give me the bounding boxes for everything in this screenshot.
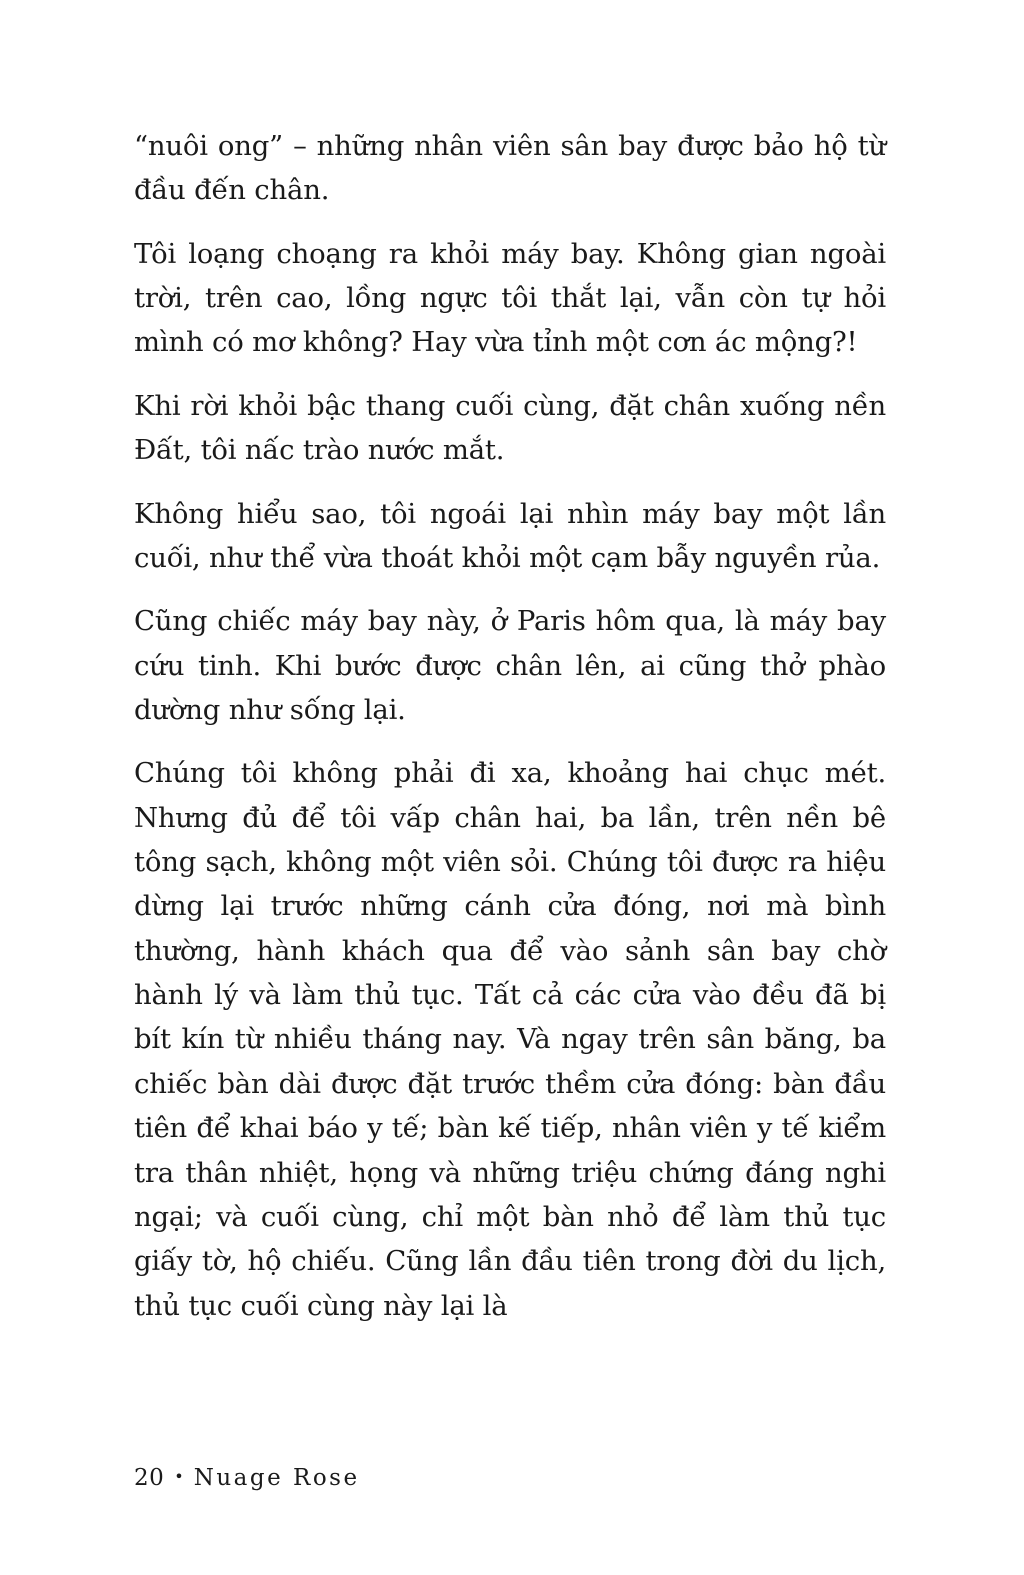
paragraph-4: Không hiểu sao, tôi ngoái lại nhìn máy bay một lần cuối, như thể vừa thoát khỏi một cạm bẫy nguyền rủa. (134, 497, 886, 574)
paragraph-2: Tôi loạng choạng ra khỏi máy bay. Không gian ngoài trời, trên cao, lồng ngực tôi thắt lại, vẫn còn tự hỏi mình có mơ không? Hay vừa tỉnh một cơn ác mộng?! (134, 237, 886, 359)
page-number: 20 (134, 1465, 165, 1491)
paragraph-1: “nuôi ong” – những nhân viên sân bay được bảo hộ từ đầu đến chân. (134, 130, 886, 207)
body-text (134, 124, 886, 1347)
footer-separator: • (174, 1467, 184, 1486)
page-footer (134, 1465, 360, 1491)
book-title: Nuage Rose (193, 1465, 360, 1491)
paragraph-6: Chúng tôi không phải đi xa, khoảng hai chục mét. Nhưng đủ để tôi vấp chân hai, ba lần, trên nền bê tông sạch, không một viên sỏi. Chúng tôi được ra hiệu dừng lại trước những cánh cửa đóng, nơi mà bình thường, hành khách qua để vào sảnh sân bay chờ hành lý và làm thủ tục. Tất cả các cửa vào đều đã bị bít kín từ nhiều tháng nay. Và ngay trên sân băng, ba chiếc bàn dài được đặt trước thềm cửa đóng: bàn đầu tiên để khai báo y tế; bàn kế tiếp, nhân viên y tế kiểm tra thân nhiệt, họng và những triệu chứng đáng nghi ngại; và cuối cùng, chỉ một bàn nhỏ để làm thủ tục giấy tờ, hộ chiếu. Cũng lần đầu tiên trong đời du lịch, thủ tục cuối cùng này lại là (134, 757, 886, 1322)
paragraph-3: Khi rời khỏi bậc thang cuối cùng, đặt chân xuống nền Đất, tôi nấc trào nước mắt. (134, 389, 886, 467)
paragraph-5: Cũng chiếc máy bay này, ở Paris hôm qua, là máy bay cứu tinh. Khi bước được chân lên, ai cũng thở phào dường như sống lại. (134, 605, 886, 726)
